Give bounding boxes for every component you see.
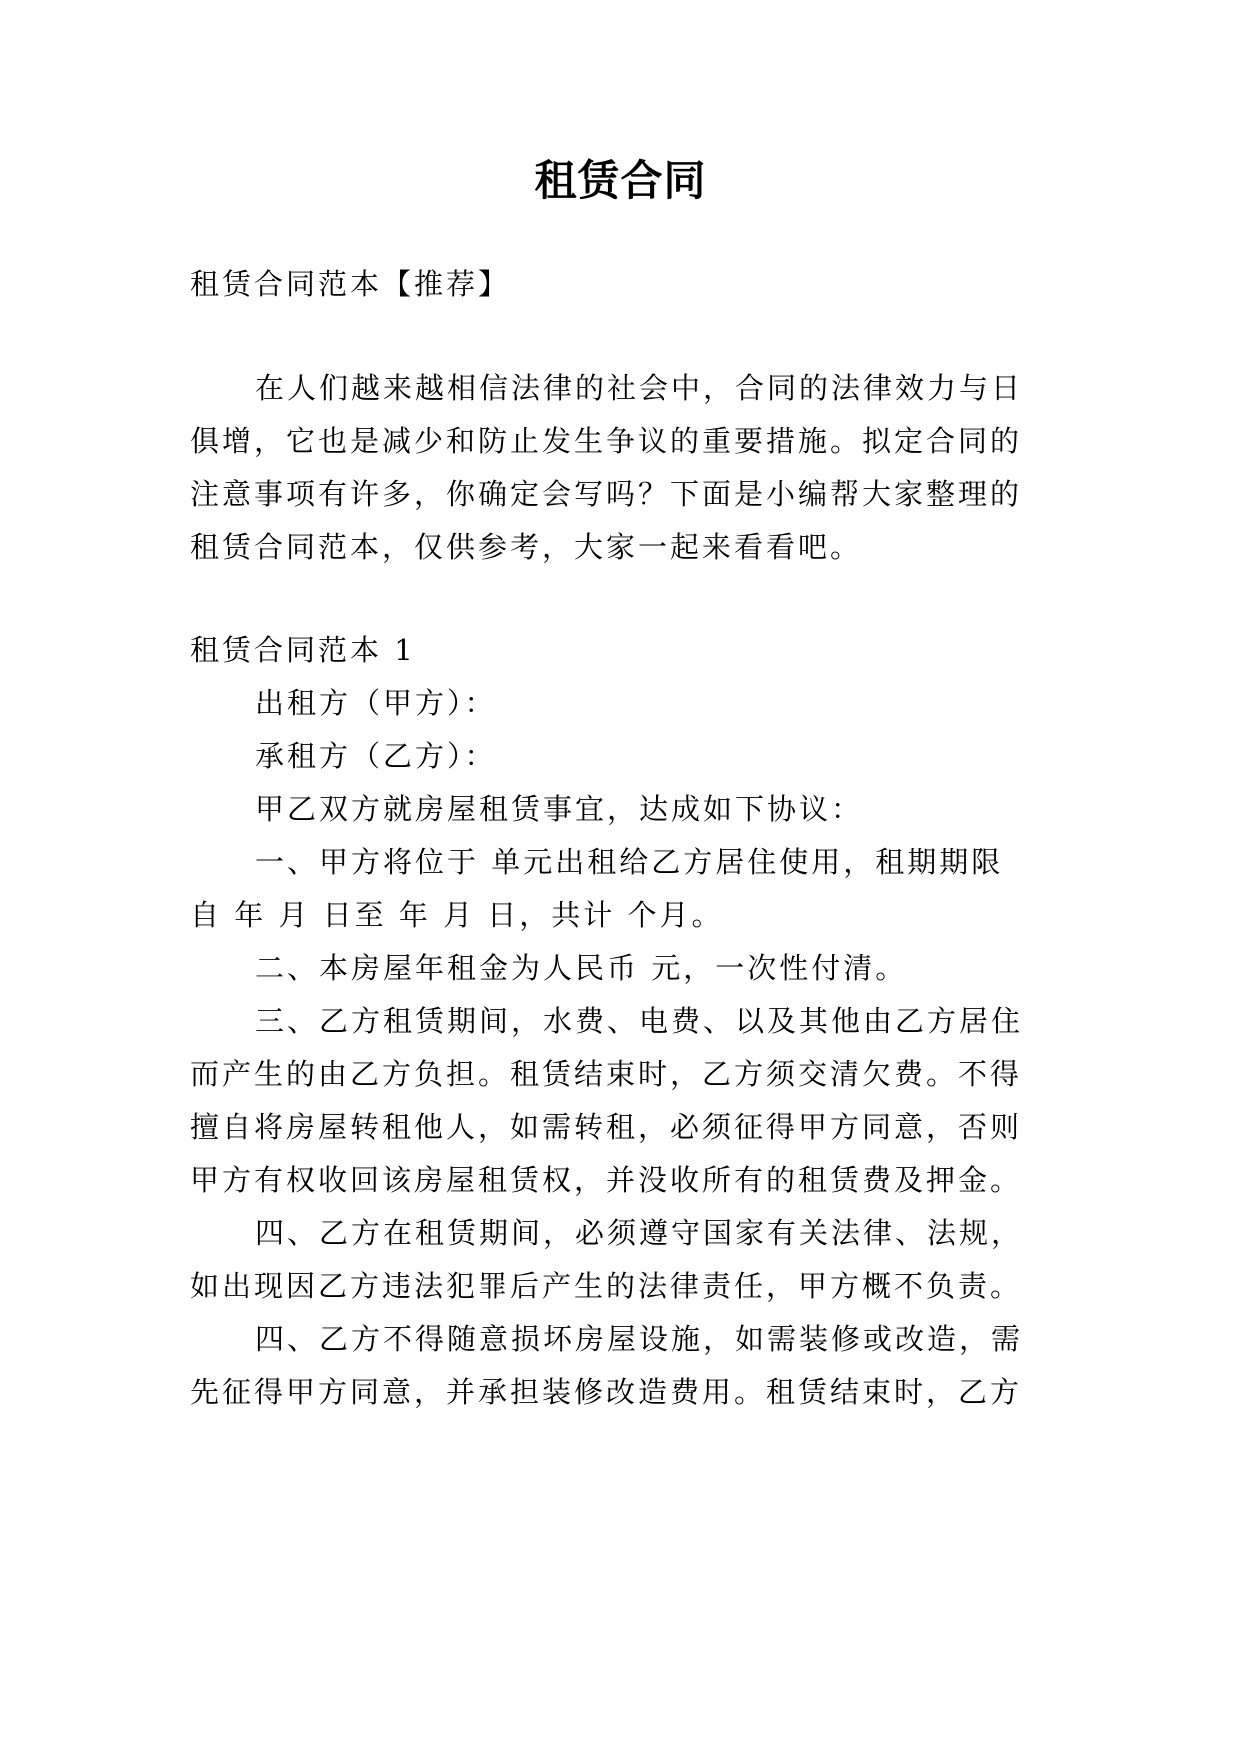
intro-line-3: 注意事项有许多，你确定会写吗？下面是小编帮大家整理的 <box>190 477 1023 511</box>
subtitle: 租赁合同范本【推荐】 <box>190 267 511 301</box>
clause-3-line-4: 甲方有权收回该房屋租赁权，并没收所有的租赁费及押金。 <box>190 1163 1023 1197</box>
body-line-agreement: 甲乙双方就房屋租赁事宜，达成如下协议： <box>255 792 864 826</box>
clause-4a-line-1: 四、乙方在租赁期间，必须遵守国家有关法律、法规， <box>255 1216 1024 1250</box>
clause-1-line-2: 自 年 月 日至 年 月 日，共计 个月。 <box>190 898 724 932</box>
clause-3-line-2: 而产生的由乙方负担。租赁结束时，乙方须交清欠费。不得 <box>190 1057 1023 1091</box>
clause-4b-line-2: 先征得甲方同意，并承担装修改造费用。租赁结束时，乙方 <box>190 1375 1023 1409</box>
clause-4a-line-2: 如出现因乙方违法犯罪后产生的法律责任，甲方概不负责。 <box>190 1269 1023 1303</box>
section-heading: 租赁合同范本 1 <box>190 633 416 667</box>
document-title: 租赁合同 <box>534 156 707 205</box>
clause-1-line-1: 一、甲方将位于 单元出租给乙方居住使用，租期期限 <box>255 845 1004 879</box>
intro-line-1: 在人们越来越相信法律的社会中，合同的法律效力与日 <box>255 371 1024 405</box>
clause-2-line-1: 二、本房屋年租金为人民币 元，一次性付清。 <box>255 951 908 985</box>
clause-3-line-1: 三、乙方租赁期间，水费、电费、以及其他由乙方居住 <box>255 1004 1024 1038</box>
intro-line-4: 租赁合同范本，仅供参考，大家一起来看看吧。 <box>190 530 863 564</box>
clause-3-line-3: 擅自将房屋转租他人，如需转租，必须征得甲方同意，否则 <box>190 1110 1023 1144</box>
body-line-lessee: 承租方（乙方）： <box>255 739 497 773</box>
body-line-lessor: 出租方（甲方）： <box>255 686 497 720</box>
clause-4b-line-1: 四、乙方不得随意损坏房屋设施，如需装修或改造，需 <box>255 1322 1024 1356</box>
intro-line-2: 俱增，它也是减少和防止发生争议的重要措施。拟定合同的 <box>190 424 1023 458</box>
